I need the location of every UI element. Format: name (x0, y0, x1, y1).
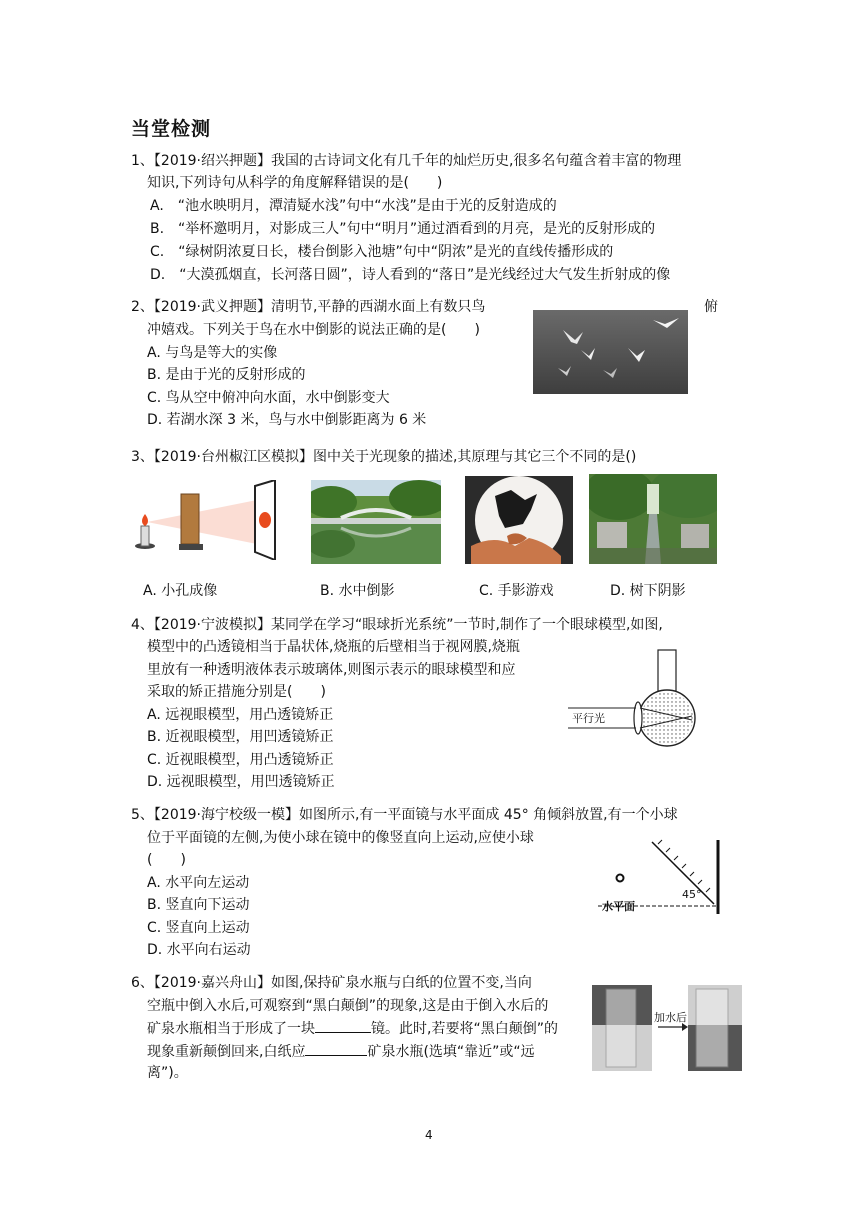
q6-answer-blank-2[interactable] (305, 1041, 367, 1056)
reflection-figure (311, 480, 441, 564)
q6-answer-blank-1[interactable] (315, 1018, 371, 1033)
q3-caption-b: B. 水中倒影 (320, 583, 395, 599)
eye-model-figure (566, 648, 726, 748)
q5-option-d: D. 水平向右运动 (147, 942, 251, 958)
q1-option-c: C. “绿树阴浓夏日长，楼台倒影入池塘”句中“阴浓”是光的直线传播形成的 (150, 244, 614, 260)
section-title: 当堂检测 (131, 118, 212, 140)
q1-stem-line1: 1、【2019·绍兴押题】我国的古诗词文化有几千年的灿烂历史,很多名句蕴含着丰富的物理 (131, 153, 682, 169)
mirror-figure (596, 838, 722, 918)
pinhole-figure (133, 480, 283, 560)
page-number: 4 (425, 1128, 433, 1142)
birds-photo (533, 310, 688, 394)
q3-caption-d: D. 树下阴影 (610, 583, 686, 599)
q1-option-a: A. “池水映明月，潭清疑水浅”句中“水浅”是由于光的反射造成的 (150, 198, 557, 214)
q1-option-b: B. “举杯邀明月，对影成三人”句中“明月”通过酒看到的月亮，是光的反射形成的 (150, 221, 656, 237)
q6-stem-line2: 空瓶中倒入水后,可观察到“黑白颠倒”的现象,这是由于倒入水后的 (147, 998, 549, 1014)
q2-stem-line1: 2、【2019·武义押题】清明节,平静的西湖水面上有数只鸟 (131, 299, 486, 315)
eye-model-diagram (566, 648, 726, 748)
parallel-light-label: 平行光 (572, 712, 605, 725)
q2-option-a: A. 与鸟是等大的实像 (147, 345, 278, 361)
tree-shadow-image (589, 474, 717, 564)
q6-stem-line4 (147, 1041, 535, 1062)
q4-option-a: A. 远视眼模型，用凸透镜矫正 (147, 707, 334, 723)
q6-stem-line3 (147, 1018, 558, 1039)
q6-line3-part2: 镜。此时,若要将“黑白颠倒”的 (371, 1021, 558, 1037)
q2-stem-line2: 冲嬉戏。下列关于鸟在水中倒影的说法正确的是( ) (147, 322, 480, 338)
q5-option-a: A. 水平向左运动 (147, 875, 250, 891)
q6-stem-line1: 6、【2019·嘉兴舟山】如图,保持矿泉水瓶与白纸的位置不变,当向 (131, 975, 532, 991)
q4-stem-line2: 模型中的凸透镜相当于晶状体,烧瓶的后壁相当于视网膜,烧瓶 (147, 639, 520, 655)
bottle-figure (592, 985, 742, 1071)
q6-line3-part1: 矿泉水瓶相当于形成了一块 (147, 1021, 315, 1037)
q6-stem-line5: 离”)。 (147, 1065, 188, 1081)
angle-label: 45° (682, 888, 702, 901)
hand-shadow-figure (465, 476, 573, 564)
q6-line4-part2: 矿泉水瓶(选填“靠近”或“远 (367, 1044, 535, 1060)
q5-option-c: C. 竖直向上运动 (147, 920, 250, 936)
q4-option-d: D. 远视眼模型，用凹透镜矫正 (147, 774, 335, 790)
q3-caption-c: C. 手影游戏 (479, 583, 554, 599)
q3-stem: 3、【2019·台州椒江区模拟】图中关于光现象的描述,其原理与其它三个不同的是() (131, 449, 637, 465)
pinhole-imaging-image (133, 480, 283, 560)
q1-stem-line2: 知识,下列诗句从科学的角度解释错误的是( ) (147, 175, 443, 191)
q4-option-b: B. 近视眼模型，用凹透镜矫正 (147, 729, 334, 745)
q2-option-b: B. 是由于光的反射形成的 (147, 367, 306, 383)
q3-caption-a: A. 小孔成像 (143, 583, 218, 599)
q6-line4-part1: 现象重新颠倒回来,白纸应 (147, 1044, 306, 1060)
q5-stem-line3: ( ) (147, 852, 186, 868)
q4-stem-line4: 采取的矫正措施分别是( ) (147, 684, 326, 700)
q4-stem-line1: 4、【2019·宁波模拟】某同学在学习“眼球折光系统”一节时,制作了一个眼球模型,如图, (131, 617, 663, 633)
q2-option-d: D. 若湖水深 3 米，鸟与水中倒影距离为 6 米 (147, 412, 427, 428)
water-reflection-image (311, 480, 441, 564)
q5-option-b: B. 竖直向下运动 (147, 897, 250, 913)
horizontal-plane-label: 水平面 (602, 900, 635, 913)
q2-stem-line1-tail: 俯 (704, 299, 718, 315)
q4-option-c: C. 近视眼模型，用凸透镜矫正 (147, 752, 334, 768)
q1-option-d: D. “大漠孤烟直，长河落日圆”，诗人看到的“落日”是光线经过大气发生折射成的像 (150, 267, 671, 283)
water-bottle-image (592, 985, 742, 1071)
q5-stem-line2: 位于平面镜的左侧,为使小球在镜中的像竖直向上运动,应使小球 (147, 830, 534, 846)
q4-stem-line3: 里放有一种透明液体表示玻璃体,则图示表示的眼球模型和应 (147, 662, 516, 678)
after-water-label: 加水后 (654, 1011, 687, 1024)
hand-shadow-image (465, 476, 573, 564)
q2-option-c: C. 鸟从空中俯冲向水面，水中倒影变大 (147, 390, 390, 406)
q5-stem-line1: 5、【2019·海宁校级一模】如图所示,有一平面镜与水平面成 45° 角倾斜放置,有一个小球 (131, 807, 678, 823)
tree-shade-figure (589, 474, 717, 564)
birds-over-water-image (533, 310, 688, 394)
